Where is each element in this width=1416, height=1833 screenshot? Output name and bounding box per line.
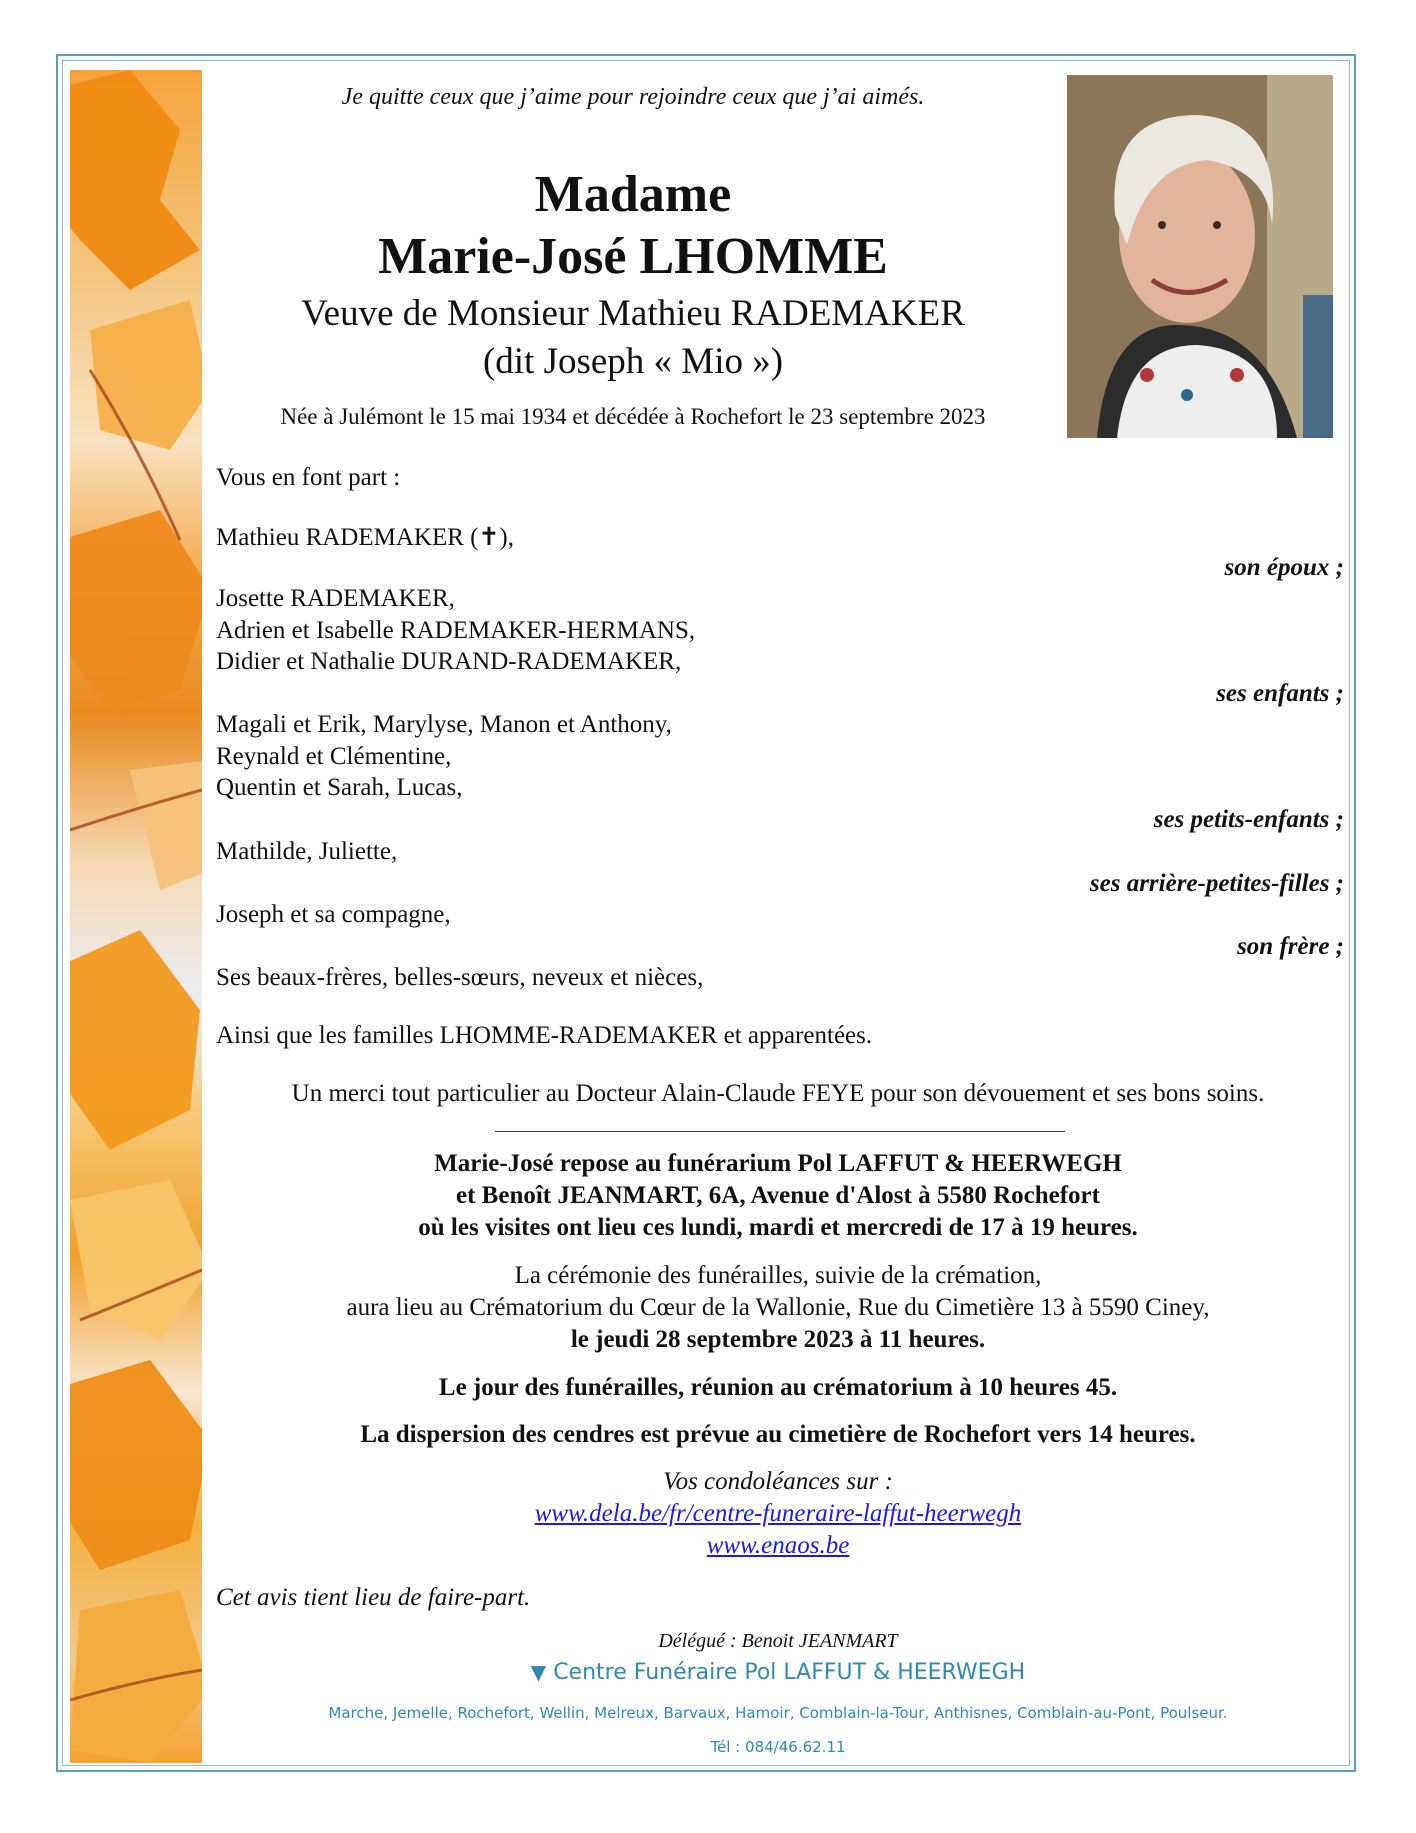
rest-line: Marie-José repose au funérarium Pol LAFFUT & HEERWEGH [434,1150,1122,1177]
rest-line: où les visites ont lieu ces lundi, mardi et mercredi de 17 à 19 heures. [418,1214,1138,1241]
grandchild-line: Magali et Erik, Marylyse, Manon et Anthony, [216,711,672,738]
company-logo [228,1660,1328,1685]
condolences-link-dela-wrap [228,1500,1328,1528]
spouse-line: Mathieu RADEMAKER (✝), [216,524,514,551]
ceremony-line: La cérémonie des funérailles, suivie de la crémation, [514,1262,1042,1289]
great-grandchildren-relation: ses arrière-petites-filles ; [1089,870,1344,897]
in-laws-line: Ses beaux-frères, belles-sœurs, neveux et nièces, [216,964,704,991]
autumn-leaves-image [70,70,202,1763]
children-relation: ses enfants ; [1216,680,1344,707]
families-line: Ainsi que les familles LHOMME-RADEMAKER et apparentées. [216,1022,873,1049]
notice-line: Cet avis tient lieu de faire-part. [216,1584,531,1611]
condolences-link-enaos-wrap [228,1532,1328,1560]
child-line: Didier et Nathalie DURAND-RADEMAKER, [216,648,682,675]
company-name: Centre Funéraire Pol LAFFUT & HEERWEGH [553,1660,1026,1685]
brother-line: Joseph et sa compagne, [216,901,451,928]
grandchild-line: Quentin et Sarah, Lucas, [216,774,463,801]
brother-relation: son frère ; [1237,933,1344,960]
widow-of: Veuve de Monsieur Mathieu RADEMAKER [301,293,965,334]
rest-line: et Benoît JEANMART, 6A, Avenue d'Alost à 5580 Rochefort [456,1182,1100,1209]
ceremony-date: le jeudi 28 septembre 2023 à 11 heures. [570,1326,986,1353]
ceremony-line: aura lieu au Crématorium du Cœur de la Wallonie, Rue du Cimetière 13 à 5590 Ciney, [346,1294,1210,1321]
grandchildren-relation: ses petits-enfants ; [1153,806,1344,833]
birth-death-dates: Née à Julémont le 15 mai 1934 et décédée à Rochefort le 23 septembre 2023 [280,404,986,429]
nickname: (dit Joseph « Mio ») [482,341,784,382]
dispersion-line: La dispersion des cendres est prévue au cimetière de Rochefort vers 14 heures. [360,1421,1196,1448]
deceased-name: Marie-José LHOMME [378,228,888,285]
opening-quote: Je quitte ceux que j’aime pour rejoindre ceux que j’ai aimés. [341,84,925,110]
company-phone: Tél : 084/46.62.11 [710,1738,846,1756]
delegate-line: Délégué : Benoit JEANMART [658,1630,898,1652]
great-grandchildren-line: Mathilde, Juliette, [216,838,398,865]
spouse-relation: son époux ; [1224,554,1344,581]
child-line: Josette RADEMAKER, [216,585,455,612]
condolences-link-enaos[interactable]: www.enaos.be [706,1532,850,1559]
intro-line: Vous en font part : [216,464,401,491]
triangle-down-icon: ▼ [530,1660,547,1684]
thanks-line: Un merci tout particulier au Docteur Alain-Claude FEYE pour son dévouement et ses bons soins. [291,1080,1265,1107]
meeting-line: Le jour des funérailles, réunion au crématorium à 10 heures 45. [438,1374,1118,1401]
grandchild-line: Reynald et Clémentine, [216,743,452,770]
child-line: Adrien et Isabelle RADEMAKER-HERMANS, [216,617,696,644]
title-madame: Madame [534,166,732,223]
company-towns: Marche, Jemelle, Rochefort, Wellin, Melreux, Barvaux, Hamoir, Comblain-la-Tour, Anthisnes, Comblain-au-Pont, Poulseur. [328,1704,1228,1722]
condolences-label: Vos condoléances sur : [663,1468,893,1495]
condolences-link-dela[interactable]: www.dela.be/fr/centre-funeraire-laffut-heerwegh [534,1500,1022,1527]
portrait-photo [1067,75,1333,438]
separator-line [495,1131,1065,1132]
